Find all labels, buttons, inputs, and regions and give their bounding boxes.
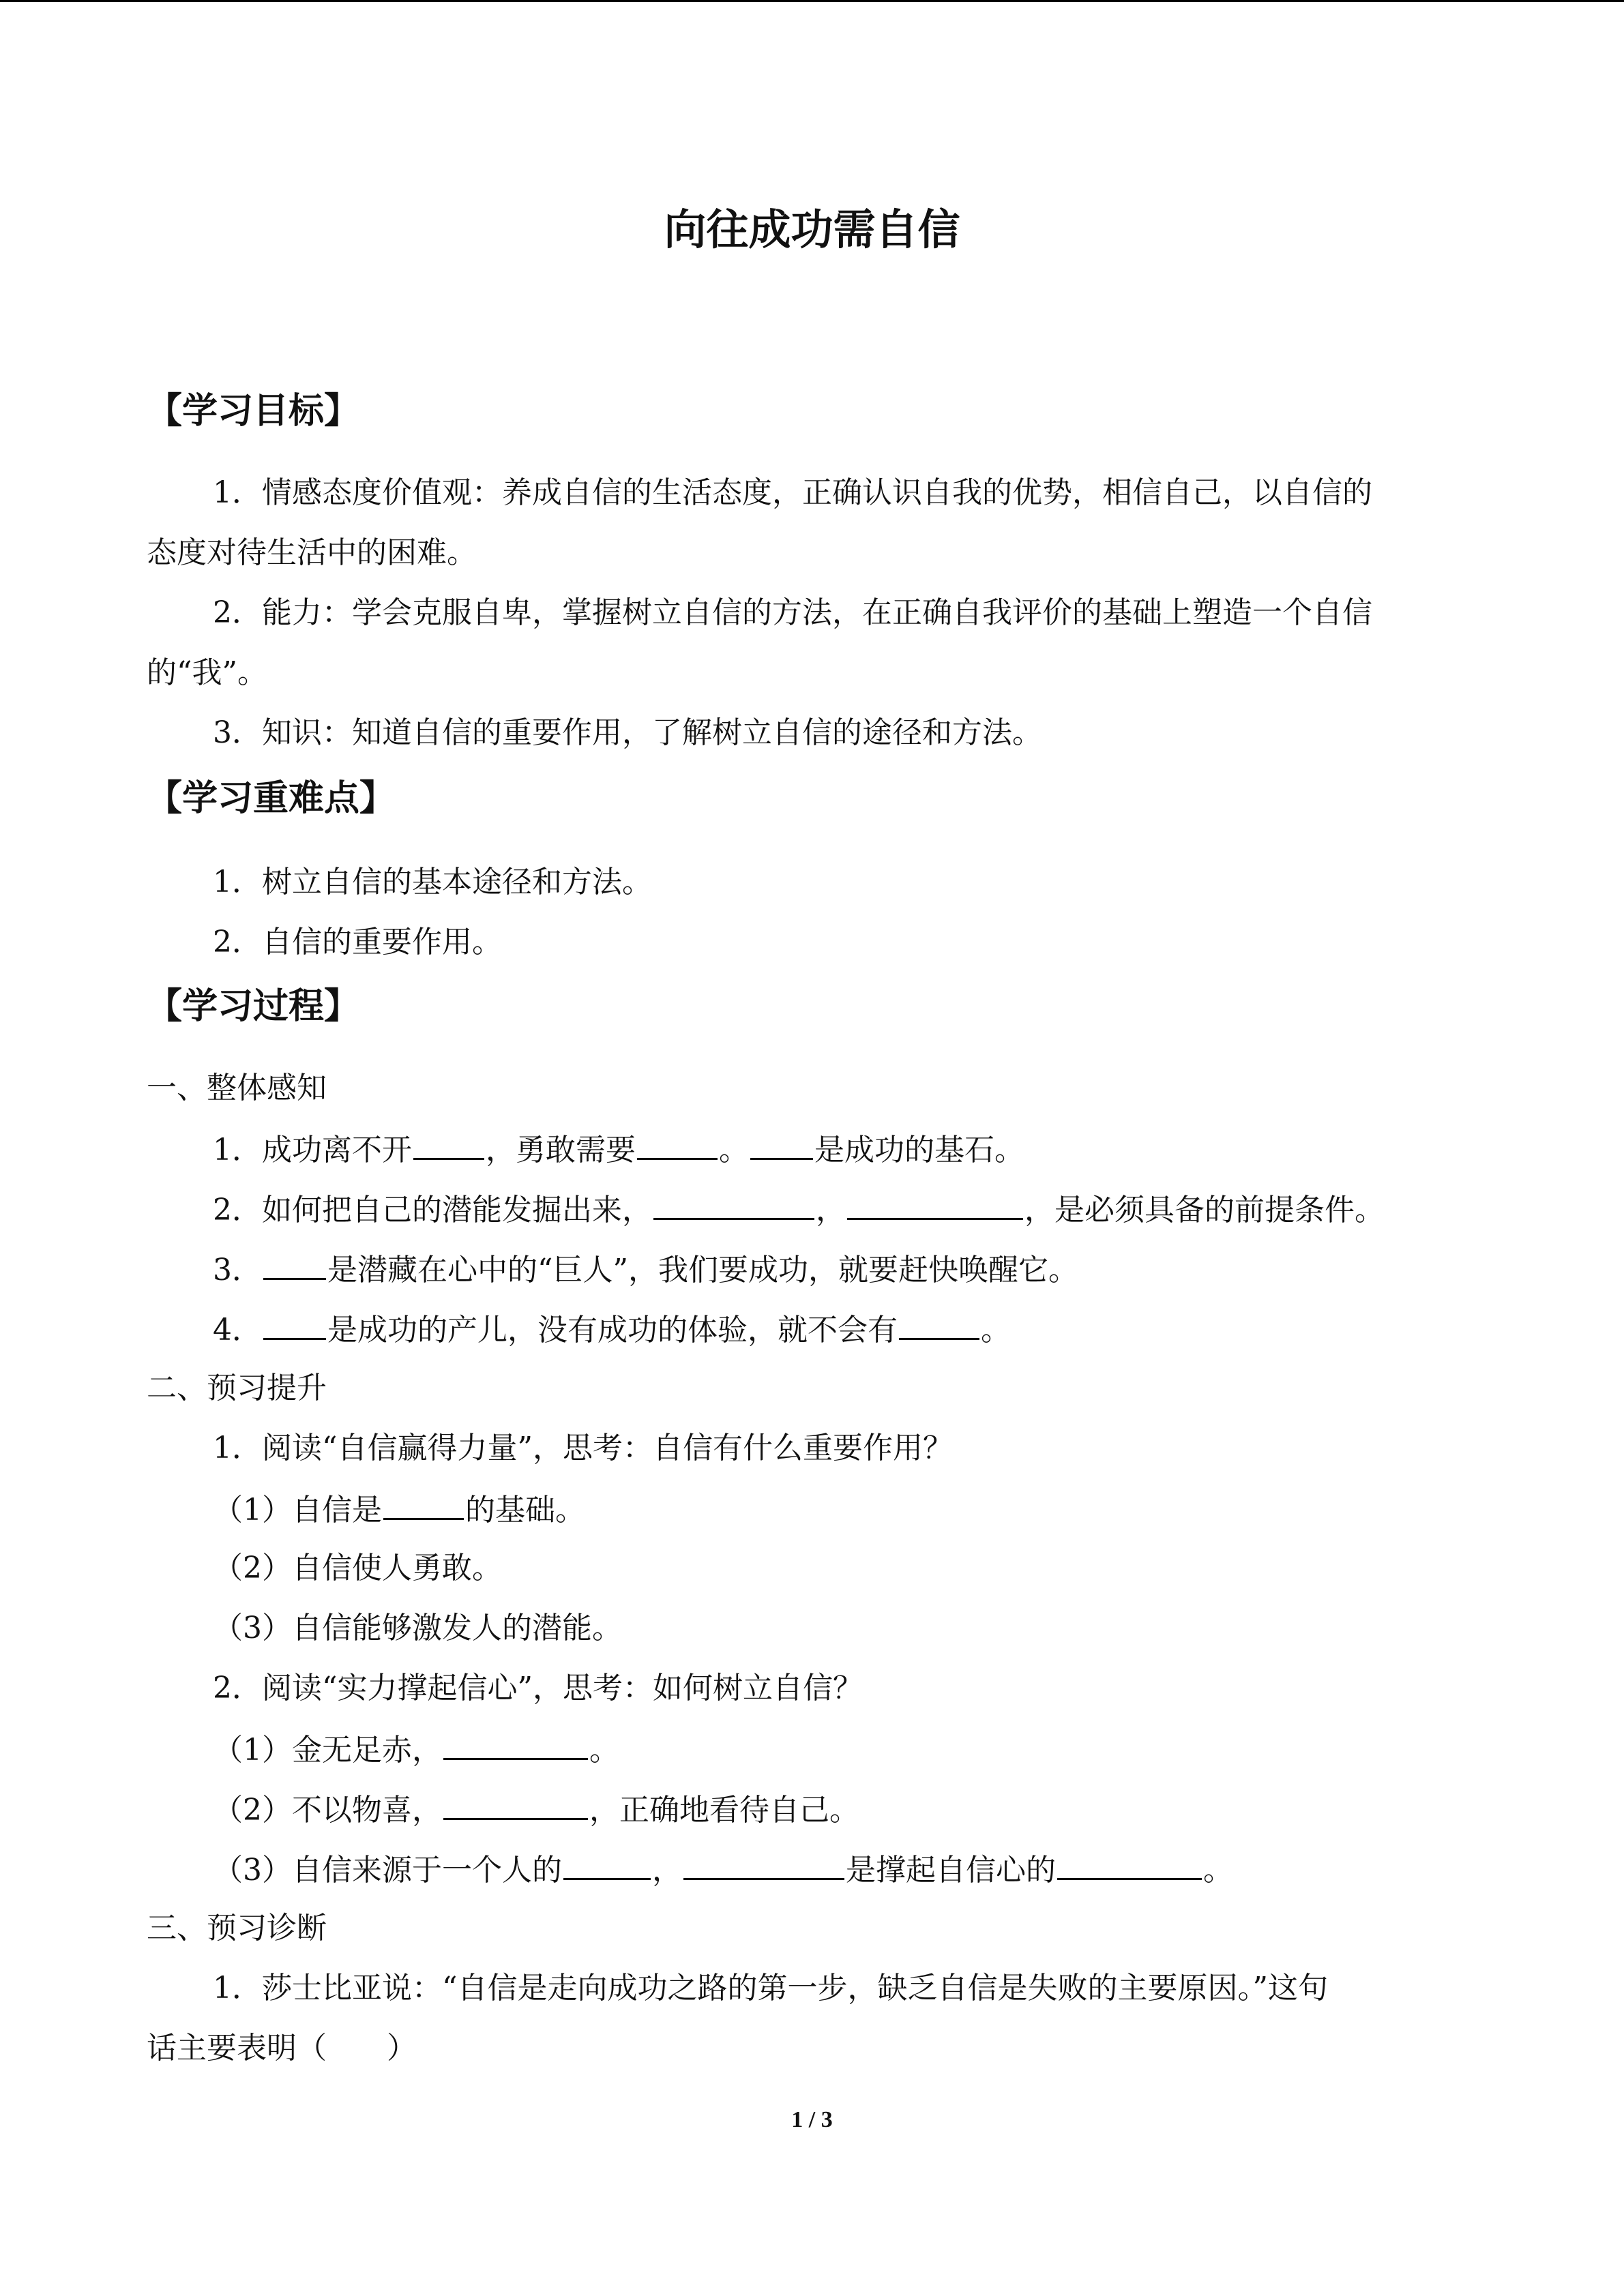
objective-line-4: 的“我”。 (147, 655, 267, 690)
page-number: 1 / 3 (791, 2107, 833, 2132)
part1-question-2: 2．如何把自己的潜能发掘出来， ， ，是必须具备的前提条件。 (213, 1191, 1385, 1229)
answer-blank[interactable] (263, 1251, 326, 1280)
objective-line-2: 态度对待生活中的困难。 (147, 535, 477, 570)
answer-blank[interactable] (847, 1191, 1023, 1220)
part3-question-1-line-2: 话主要表明（ ） (147, 2031, 417, 2066)
part2-question-2-2: （2）不以物喜， ，正确地看待自己。 (213, 1791, 859, 1829)
part1-title: 一、整体感知 (147, 1071, 327, 1105)
answer-blank[interactable] (750, 1131, 813, 1160)
part2-question-1-3: （3）自信能够激发人的潜能。 (213, 1611, 622, 1645)
heading-objectives: 【学习目标】 (147, 391, 360, 432)
part1-question-1: 1．成功离不开 ，勇敢需要 。 是成功的基石。 (213, 1131, 1024, 1169)
answer-blank[interactable] (413, 1131, 484, 1160)
part3-title: 三、预习诊断 (147, 1911, 327, 1945)
answer-blank[interactable] (443, 1791, 588, 1820)
top-border (0, 0, 1624, 2)
answer-blank[interactable] (263, 1311, 326, 1340)
part2-question-2-3: （3）自信来源于一个人的 ， 是撑起自信心的 。 (213, 1851, 1233, 1889)
part2-title: 二、预习提升 (147, 1371, 327, 1405)
answer-blank[interactable] (683, 1851, 844, 1880)
objective-line-3: 2．能力：学会克服自卑，掌握树立自信的方法，在正确自我评价的基础上塑造一个自信 (213, 595, 1372, 630)
answer-blank[interactable] (637, 1131, 718, 1160)
part1-question-4: 4． 是成功的产儿，没有成功的体验，就不会有 。 (213, 1311, 1011, 1349)
part3-question-1-line-1: 1．莎士比亚说：“自信是走向成功之路的第一步，缺乏自信是失败的主要原因。”这句 (213, 1971, 1328, 2006)
answer-blank[interactable] (443, 1731, 588, 1760)
part1-question-3: 3． 是潜藏在心中的“巨人”，我们要成功，就要赶快唤醒它。 (213, 1251, 1078, 1289)
objective-line-1: 1．情感态度价值观：养成自信的生活态度，正确认识自我的优势，相信自己，以自信的 (213, 475, 1372, 510)
answer-blank[interactable] (383, 1491, 464, 1520)
document-title: 向往成功需自信 (664, 205, 960, 254)
answer-blank[interactable] (1057, 1851, 1202, 1880)
key-point-2: 2．自信的重要作用。 (213, 925, 502, 959)
part2-question-1-1: （1）自信是 的基础。 (213, 1491, 585, 1529)
objective-line-5: 3．知识：知道自信的重要作用，了解树立自信的途径和方法。 (213, 715, 1042, 750)
part2-question-2-1: （1）金无足赤， 。 (213, 1731, 619, 1769)
part2-question-1: 1．阅读“自信赢得力量”，思考：自信有什么重要作用？ (213, 1431, 953, 1465)
answer-blank[interactable] (563, 1851, 651, 1880)
heading-key-points: 【学习重难点】 (147, 778, 396, 819)
answer-blank[interactable] (653, 1191, 814, 1220)
answer-blank[interactable] (899, 1311, 979, 1340)
part2-question-2: 2．阅读“实力撑起信心”，思考：如何树立自信？ (213, 1671, 863, 1705)
heading-process: 【学习过程】 (147, 986, 360, 1027)
part2-question-1-2: （2）自信使人勇敢。 (213, 1551, 502, 1585)
key-point-1: 1．树立自信的基本途径和方法。 (213, 865, 652, 899)
